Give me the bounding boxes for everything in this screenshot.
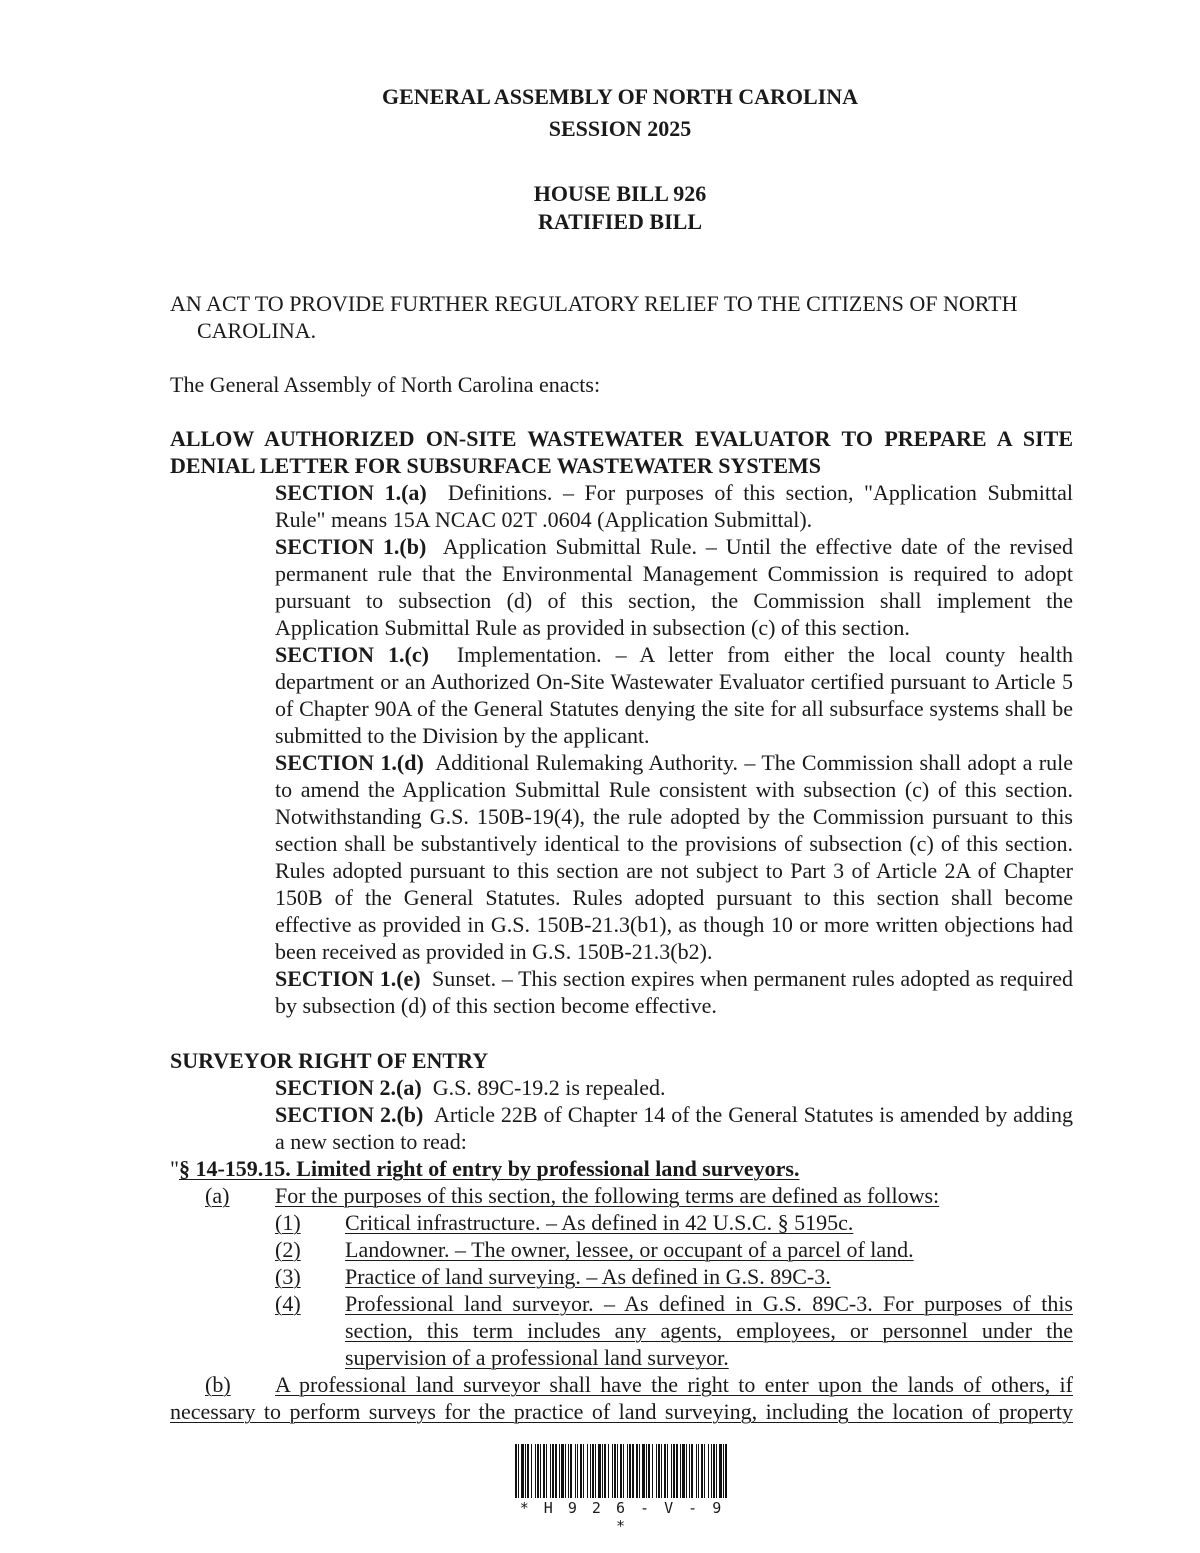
section-text: G.S. 89C-19.2 is repealed.	[432, 1075, 666, 1100]
part1-heading: ALLOW AUTHORIZED ON-SITE WASTEWATER EVALUATOR TO PREPARE A SITE DENIAL LETTER FOR SUBSURFACE WASTEWATER SYSTEMS	[170, 426, 1073, 478]
section-label: SECTION 1.(d)	[275, 750, 424, 775]
section-text: Definitions. – For purposes of this section, "Application Submittal Rule" means 15A NCAC 02T .0604 (Application Submittal).	[275, 480, 1074, 532]
section-1c	[170, 641, 1073, 749]
section-text: Implementation. – A letter from either the local county health department or an Authorized On-Site Wastewater Evaluator certified pursuant to Article 5 of Chapter 90A of the General Statutes denying the site for all subsurface systems shall be submitted to the Division by the applicant.	[275, 642, 1073, 748]
enacting-clause: The General Assembly of North Carolina enacts:	[170, 372, 601, 397]
definition-text: Practice of land surveying. – As defined in G.S. 89C-3.	[345, 1264, 831, 1289]
section-label: SECTION 1.(e)	[275, 966, 421, 991]
bill-number: HOUSE BILL 926	[533, 181, 707, 206]
section-1d	[170, 749, 1073, 965]
section-label: SECTION 1.(b)	[275, 534, 427, 559]
section-text: Application Submittal Rule. – Until the effective date of the revised permanent rule that the Environmental Management Commission is required to adopt pursuant to subsection (d) of this section, the Commission shall implement the Application Submittal Rule as provided in subsection (c) of this section.	[275, 534, 1073, 640]
part1-sections	[170, 479, 1073, 1019]
new-section-title	[170, 1155, 1073, 1182]
part2-heading: SURVEYOR RIGHT OF ENTRY	[170, 1048, 489, 1073]
definition-item	[170, 1209, 1073, 1236]
subsection-b	[170, 1371, 1073, 1425]
barcode-text: * H 9 2 6 - V - 9 *	[519, 1499, 725, 1535]
assembly-title: GENERAL ASSEMBLY OF NORTH CAROLINA	[382, 84, 858, 109]
new-section-heading: § 14-159.15. Limited right of entry by professional land surveyors.	[178, 1156, 800, 1181]
section-text: Sunset. – This section expires when permanent rules adopted as required by subsection (d) of this section become effective.	[275, 966, 1073, 1018]
section-text: Additional Rulemaking Authority. – The Commission shall adopt a rule to amend the Application Submittal Rule consistent with subsection (c) of this section. Notwithstanding G.S. 150B-19(4), the rule adopted by the Commission pursuant to this section shall be substantively identical to the provisions of subsection (c) of this section. Rules adopted pursuant to this section are not subject to Part 3 of Article 2A of Chapter 150B of the General Statutes. Rules adopted pursuant to this section shall become effective as provided in G.S. 150B-21.3(b1), as though 10 or more written objections had been received as provided in G.S. 150B-21.3(b2).	[275, 750, 1073, 964]
bill-status: RATIFIED BILL	[537, 209, 703, 234]
definition-item	[170, 1236, 1073, 1263]
definition-number: (2)	[275, 1237, 301, 1262]
open-quote: "	[170, 1156, 179, 1181]
definition-text: Landowner. – The owner, lessee, or occupant of a parcel of land.	[345, 1237, 914, 1262]
definition-text: Professional land surveyor. – As defined in G.S. 89C-3. For purposes of this section, this term includes any agents, employees, or personnel under the supervision of a professional land surveyor.	[345, 1291, 1073, 1370]
act-title: AN ACT TO PROVIDE FURTHER REGULATORY RELIEF TO THE CITIZENS OF NORTH CAROLINA.	[170, 291, 1018, 343]
section-2a	[170, 1074, 1073, 1101]
subsection-a-text: For the purposes of this section, the following terms are defined as follows:	[275, 1183, 940, 1208]
subsection-a-label: (a)	[205, 1183, 230, 1208]
subsection-b-text: A professional land surveyor shall have the right to enter upon the lands of others, if necessary to perform surveys for the practice of land surveying, including the location of property	[170, 1372, 1073, 1424]
section-label: SECTION 2.(a)	[275, 1075, 422, 1100]
definition-number: (1)	[275, 1210, 301, 1235]
section-label: SECTION 2.(b)	[275, 1102, 424, 1127]
part2-sections	[170, 1074, 1073, 1155]
section-1a	[170, 479, 1073, 533]
section-1e	[170, 965, 1073, 1019]
barcode-image	[515, 1444, 727, 1498]
definition-item	[170, 1263, 1073, 1290]
definitions-list	[170, 1209, 1073, 1371]
section-1b	[170, 533, 1073, 641]
definition-text: Critical infrastructure. – As defined in 42 U.S.C. § 5195c.	[345, 1210, 854, 1235]
section-text: Article 22B of Chapter 14 of the General Statutes is amended by adding a new section to read:	[275, 1102, 1073, 1154]
session-title: SESSION 2025	[548, 116, 692, 141]
definition-number: (3)	[275, 1264, 301, 1289]
subsection-b-label: (b)	[205, 1372, 231, 1397]
section-label: SECTION 1.(c)	[275, 642, 429, 667]
definition-number: (4)	[275, 1291, 301, 1316]
definition-item	[170, 1290, 1073, 1371]
section-2b	[170, 1101, 1073, 1155]
section-label: SECTION 1.(a)	[275, 480, 427, 505]
